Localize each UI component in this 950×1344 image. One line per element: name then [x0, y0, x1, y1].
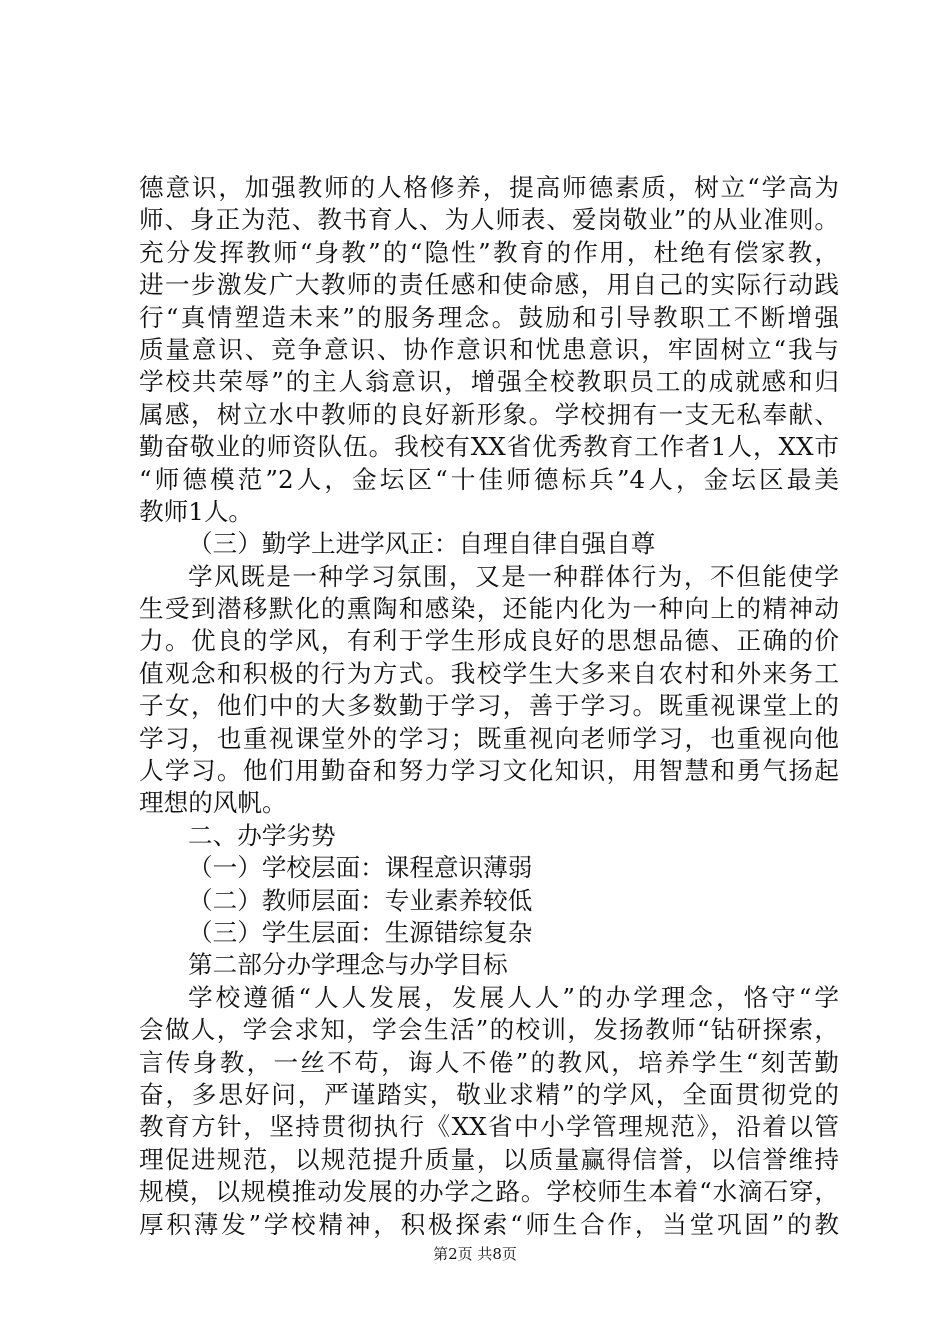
text-line: 教育方针，坚持贯彻执行《XX省中小学管理规范》，沿着以管	[139, 1112, 839, 1142]
list-item: （二）教师层面：专业素养较低	[188, 885, 533, 915]
section-heading: 二、办学劣势	[188, 820, 336, 850]
list-item: （一）学校层面：课程意识薄弱	[188, 853, 533, 883]
text-line: 规模，以规模推动发展的办学之路。学校师生本着“水滴石穿，	[139, 1177, 839, 1207]
list-item: （三）学生层面：生源错综复杂	[188, 917, 533, 947]
section-heading: （三）勤学上进学风正：自理自律自强自尊	[188, 529, 656, 559]
text-line: 进一步激发广大教师的责任感和使命感，用自己的实际行动践	[139, 270, 839, 300]
page-footer	[0, 1244, 950, 1264]
text-line: 子女，他们中的大多数勤于学习，善于学习。既重视课堂上的	[139, 691, 839, 721]
text-line: 充分发挥教师“身教”的“隐性”教育的作用，杜绝有偿家教，	[139, 237, 839, 267]
text-line: 勤奋敬业的师资队伍。我校有XX省优秀教育工作者1人，XX市	[139, 432, 839, 462]
text-line: 厚积薄发”学校精神，积极探索“师生合作，当堂巩固”的教	[139, 1209, 839, 1239]
text-line: 理促进规范，以规范提升质量，以质量赢得信誉，以信誉维持	[139, 1144, 839, 1174]
text-line: 学习，也重视课堂外的学习；既重视向老师学习，也重视向他	[139, 723, 839, 753]
text-line: “师德模范”2人，金坛区“十佳师德标兵”4人，金坛区最美	[139, 464, 839, 494]
text-line: 教师1人。	[139, 496, 254, 526]
text-line: 质量意识、竞争意识、协作意识和忧患意识，牢固树立“我与	[139, 334, 839, 364]
text-line: 行“真情塑造未来”的服务理念。鼓励和引导教职工不断增强	[139, 302, 839, 332]
section-heading: 第二部分办学理念与办学目标	[188, 950, 508, 980]
text-line: 学校共荣辱”的主人翁意识，增强全校教职员工的成就感和归	[139, 367, 839, 397]
text-line: 学校遵循“人人发展，发展人人”的办学理念，恪守“学	[188, 982, 839, 1012]
text-line: 学风既是一种学习氛围，又是一种群体行为，不但能使学	[188, 561, 839, 591]
text-line: 师、身正为范、教书育人、为人师表、爱岗敬业”的从业准则。	[139, 205, 839, 235]
text-line: 值观念和积极的行为方式。我校学生大多来自农村和外来务工	[139, 658, 839, 688]
text-line: 力。优良的学风，有利于学生形成良好的思想品德、正确的价	[139, 626, 839, 656]
text-line: 生受到潜移默化的熏陶和感染，还能内化为一种向上的精神动	[139, 594, 839, 624]
text-line: 德意识，加强教师的人格修养，提高师德素质，树立“学高为	[139, 173, 839, 202]
text-line: 奋，多思好问，严谨踏实，敬业求精”的学风，全面贯彻党的	[139, 1079, 839, 1109]
text-line: 理想的风帆。	[139, 788, 287, 818]
text-line: 言传身教，一丝不苟，诲人不倦”的教风，培养学生“刻苦勤	[139, 1047, 839, 1077]
document-body	[139, 172, 839, 1241]
page-number: 第2页 共8页	[433, 1245, 517, 1263]
text-line: 人学习。他们用勤奋和努力学习文化知识，用智慧和勇气扬起	[139, 756, 839, 786]
text-line: 属感，树立水中教师的良好新形象。学校拥有一支无私奉献、	[139, 399, 839, 429]
text-line: 会做人，学会求知，学会生活”的校训，发扬教师“钻研探索，	[139, 1015, 839, 1045]
